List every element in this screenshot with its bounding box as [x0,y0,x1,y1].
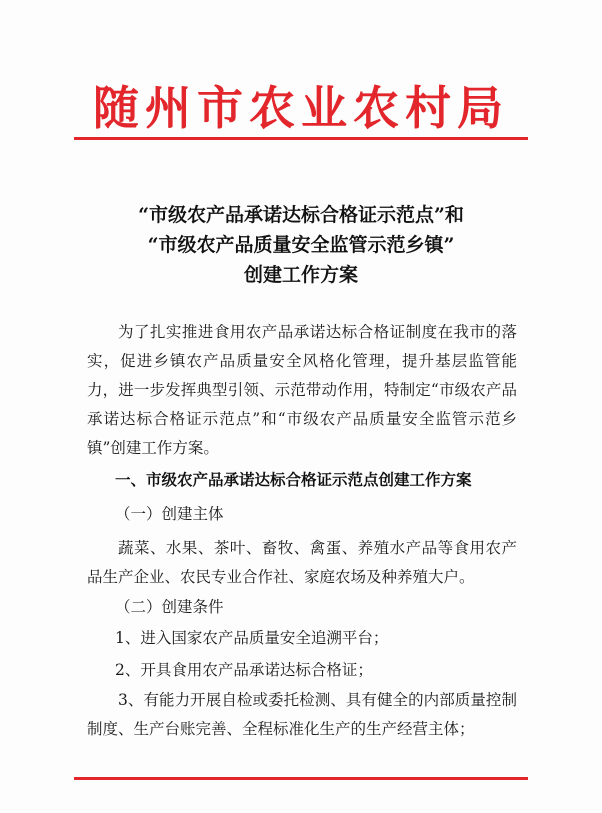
letterhead-title: 随州市农业农村局 [93,81,509,135]
intro-paragraph: 为了扎实推进食用农产品承诺达标合格证制度在我市的落实，促进乡镇农产品质量安全风格化管理，提升基层监管能力，进一步发挥典型引领、示范带动作用，特制定“市级农产品承诺达标合格证示范点”和“市级农产品质量安全监管示范乡镇”创建工作方案。 [87,323,517,457]
doc-title-line-2: “市级农产品质量安全监管示范乡镇” [147,234,455,256]
footer-divider [74,777,528,780]
doc-title-line-3: 创建工作方案 [243,264,358,286]
subsection-1-heading: （一）创建主体 [115,505,224,523]
letterhead-divider [74,137,528,140]
condition-2: 2、开具食用农产品承诺达标合格证； [115,661,373,679]
subsection-2-heading: （二）创建条件 [115,598,224,616]
section-1-heading: 一、市级农产品承诺达标合格证示范点创建工作方案 [115,470,472,489]
doc-title-line-1: “市级农产品承诺达标合格证示范点”和 [138,204,464,226]
condition-1: 1、进入国家农产品质量安全追溯平台； [115,629,389,647]
condition-3: 3、有能力开展自检或委托检测、具有健全的内部质量控制制度、生产台账完善、全程标准化生产的生产经营主体； [87,691,517,738]
subsection-1-text: 蔬菜、水果、茶叶、畜牧、禽蛋、养殖水产品等食用农产品生产企业、农民专业合作社、家庭农场及种养殖大户。 [87,539,517,586]
